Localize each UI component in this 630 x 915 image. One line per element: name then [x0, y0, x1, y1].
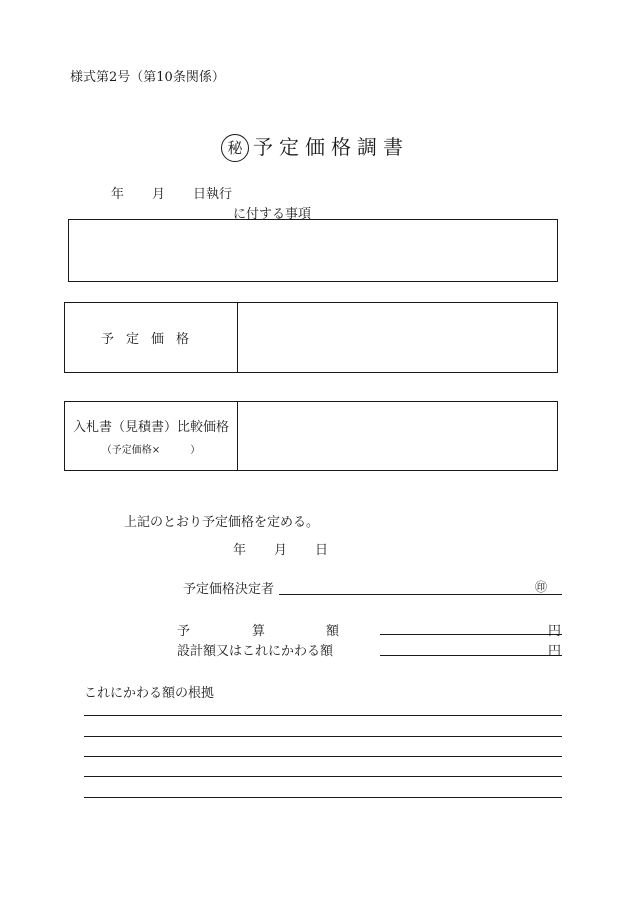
budget-yen-unit: 円	[548, 624, 562, 639]
basis-line-3[interactable]	[84, 756, 562, 757]
design-amount-line[interactable]	[380, 655, 562, 656]
budget-label-char2: 算	[252, 624, 266, 639]
decision-year-label: 年	[233, 543, 247, 558]
exec-year-label: 年	[111, 187, 125, 202]
decision-month-label: 月	[274, 543, 288, 558]
planned-price-label-cell	[65, 303, 238, 372]
budget-amount-line[interactable]	[380, 634, 562, 635]
comparison-price-row	[64, 401, 558, 471]
decision-statement: 上記のとおり予定価格を定める。	[124, 515, 320, 530]
planned-price-row	[64, 302, 558, 373]
comparison-price-label: 入札書（見積書）比較価格	[72, 420, 229, 435]
design-yen-unit: 円	[548, 644, 562, 659]
basis-line-1[interactable]	[84, 715, 562, 716]
basis-line-5[interactable]	[84, 797, 562, 798]
basis-line-4[interactable]	[84, 776, 562, 777]
planned-price-value-cell[interactable]	[238, 303, 557, 372]
decider-label: 予定価格決定者	[183, 582, 275, 597]
decider-signature-line[interactable]	[279, 594, 562, 595]
exec-month-label: 月	[152, 187, 166, 202]
basis-label: これにかわる額の根拠	[84, 686, 215, 701]
exec-note: に付する事項	[233, 207, 312, 222]
matters-box[interactable]	[68, 219, 558, 282]
seal-mark: ㊞	[535, 580, 548, 594]
comparison-price-value-cell[interactable]	[238, 402, 557, 470]
confidential-mark: 秘	[221, 134, 249, 162]
exec-day-label: 日執行	[193, 187, 233, 202]
budget-label-char1: 予	[177, 624, 191, 639]
title-text: 予定価格調書	[253, 135, 409, 159]
form-number: 様式第2号（第10条関係）	[70, 70, 225, 85]
document-title	[0, 131, 630, 162]
comparison-price-label-cell	[65, 402, 238, 470]
basis-line-2[interactable]	[84, 736, 562, 737]
design-amount-label: 設計額又はこれにかわる額	[177, 644, 334, 659]
comparison-price-sublabel: （予定価格× ）	[101, 445, 201, 456]
budget-label-char3: 額	[326, 624, 340, 639]
decision-day-label: 日	[315, 543, 329, 558]
planned-price-label: 予定価格	[100, 332, 201, 347]
